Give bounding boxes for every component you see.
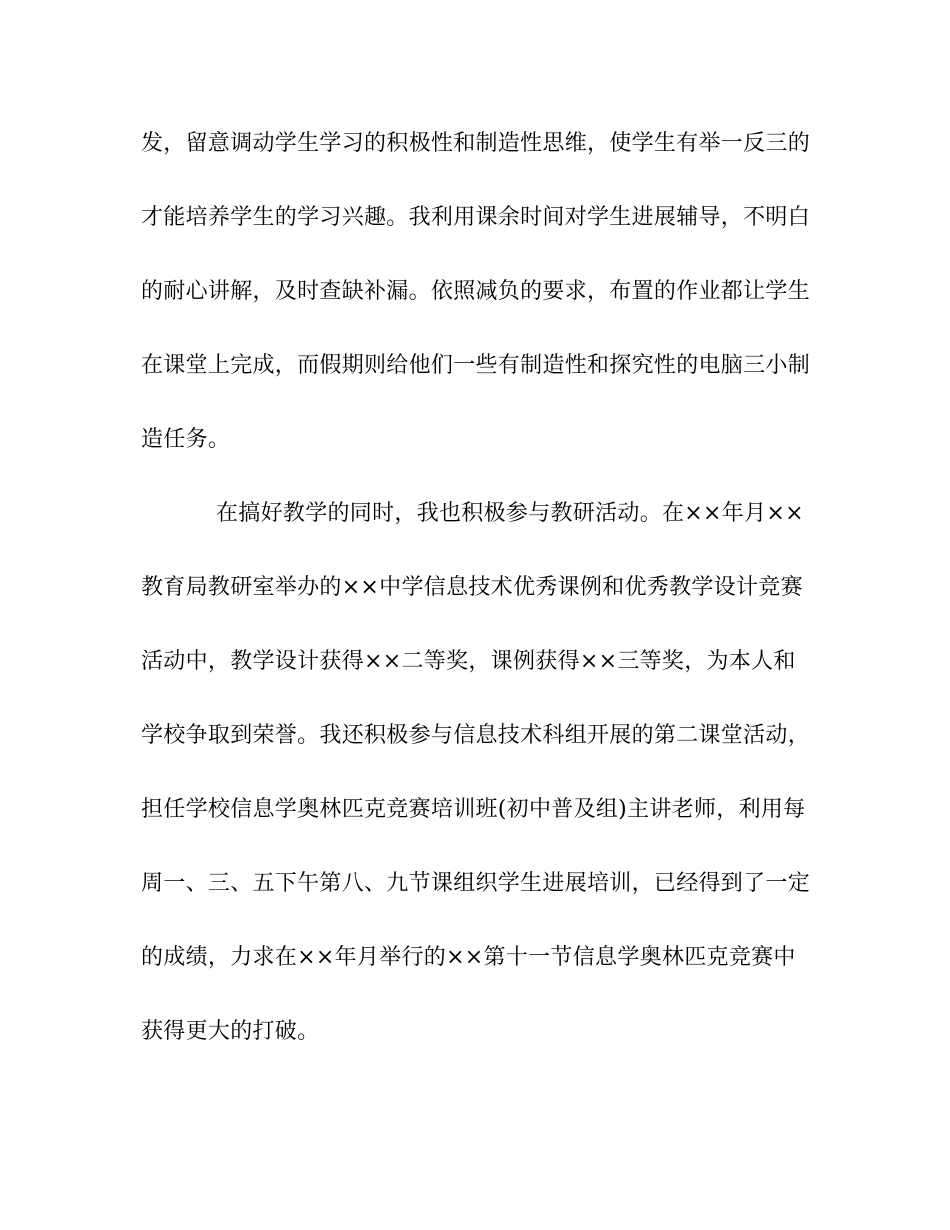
text-line: 担任学校信息学奥林匹克竞赛培训班(初中普及组)主讲老师，利用每 — [141, 797, 806, 822]
body-text — [141, 124, 811, 1086]
text-line: 学校争取到荣誉。我还积极参与信息技术科组开展的第二课堂活动， — [141, 723, 811, 748]
text-line: 在课堂上完成，而假期则给他们一些有制造性和探究性的电脑三小制 — [141, 353, 811, 378]
text-line: 获得更大的打破。 — [141, 1019, 320, 1044]
text-line: 教育局教研室举办的××中学信息技术优秀课例和优秀教学设计竞赛 — [141, 575, 803, 600]
text-line: 造任务。 — [141, 427, 231, 452]
text-line: 的成绩，力求在××年月举行的××第十一节信息学奥林匹克竞赛中 — [141, 945, 796, 970]
paragraph-first-line: 在搞好教学的同时，我也积极参与教研活动。在××年月×× — [216, 501, 804, 526]
text-line: 才能培养学生的学习兴趣。我利用课余时间对学生进展辅导，不明白 — [141, 205, 811, 230]
text-line: 发，留意调动学生学习的积极性和制造性思维，使学生有举一反三的 — [141, 131, 811, 156]
text-line: 的耐心讲解，及时查缺补漏。依照减负的要求，布置的作业都让学生 — [141, 279, 811, 304]
text-line: 周一、三、五下午第八、九节课组织学生进展培训，已经得到了一定 — [141, 871, 811, 896]
text-line: 活动中，教学设计获得××二等奖，课例获得××三等奖，为本人和 — [141, 649, 796, 674]
